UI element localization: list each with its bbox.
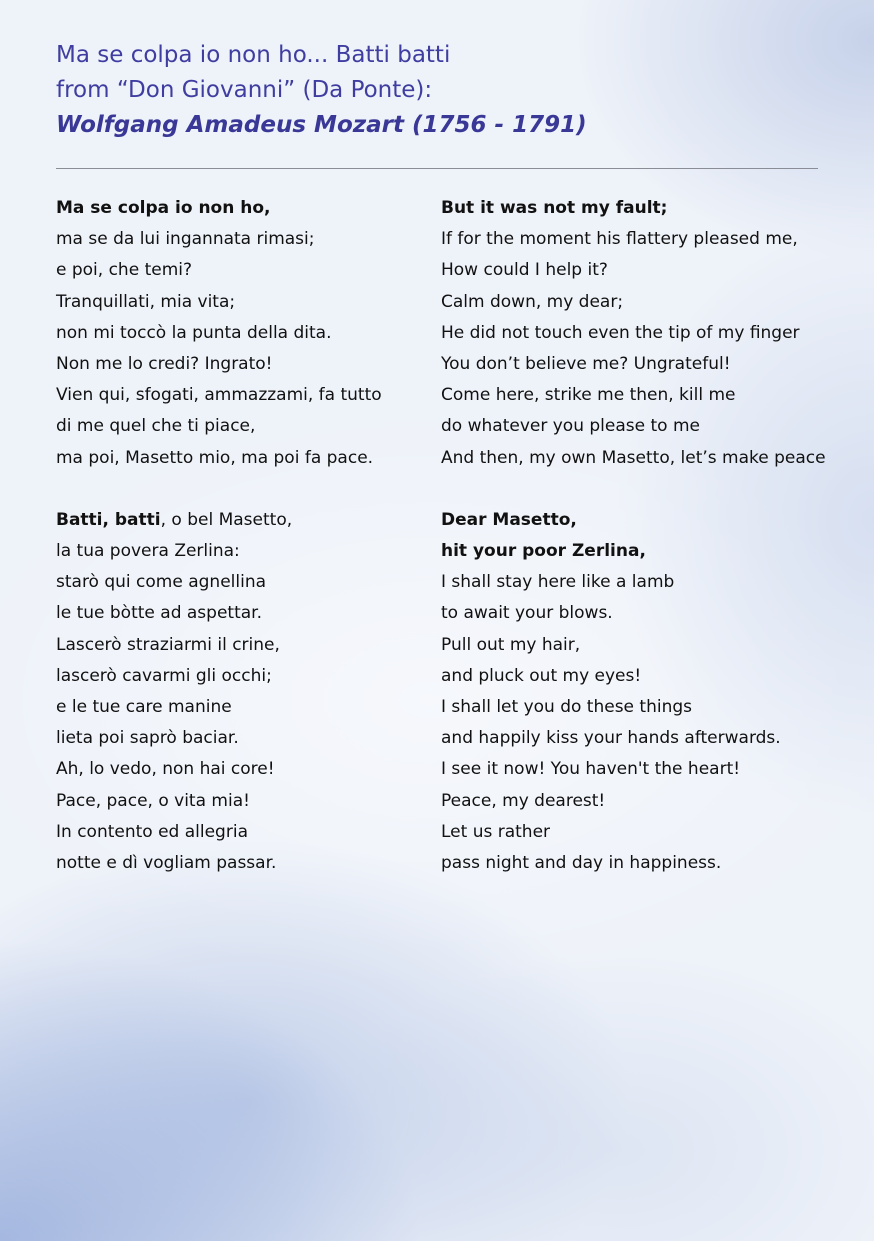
- lyric-line: le tue bòtte ad aspettar.: [56, 603, 262, 624]
- translation-line: hit your poor Zerlina,: [441, 541, 646, 562]
- lyric-line: lascerò cavarmi gli occhi;: [56, 665, 272, 686]
- translation-line: pass night and day in happiness.: [441, 852, 722, 873]
- lyric-line: In contento ed allegria: [56, 821, 248, 842]
- lyric-line: Tranquillati, mia vita;: [56, 291, 236, 312]
- translation-line: to await your blows.: [441, 603, 613, 624]
- opera-source: from “Don Giovanni” (Da Ponte):: [56, 77, 433, 103]
- translation-line: He did not touch even the tip of my finger: [441, 322, 800, 343]
- lyric-line: [56, 505, 426, 536]
- header-divider: [56, 168, 818, 169]
- translation-line: do whatever you please to me: [441, 416, 700, 437]
- translation-line: But it was not my fault;: [441, 198, 668, 218]
- lyric-line: notte e dì vogliam passar.: [56, 852, 277, 873]
- translation-line: Calm down, my dear;: [441, 291, 624, 312]
- lyric-line: Lascerò straziarmi il crine,: [56, 634, 280, 655]
- translation-line: Let us rather: [441, 821, 551, 842]
- aria-title: Ma se colpa io non ho... Batti batti: [56, 42, 451, 68]
- translation-line: and happily kiss your hands afterwards.: [441, 728, 781, 749]
- translation-line: I see it now! You haven't the heart!: [441, 759, 741, 780]
- lyric-line: starò qui come agnellina: [56, 572, 267, 593]
- page-header: [56, 38, 836, 143]
- italian-stanza-2: [56, 505, 426, 879]
- lyric-bold-phrase: Batti, batti: [56, 509, 161, 530]
- lyric-line: ma se da lui ingannata rimasi;: [56, 229, 315, 250]
- lyric-line: Ah, lo vedo, non hai core!: [56, 759, 275, 780]
- translation-line: How could I help it?: [441, 260, 608, 281]
- lyric-line: la tua povera Zerlina:: [56, 541, 240, 562]
- translation-line: Come here, strike me then, kill me: [441, 385, 736, 406]
- translation-line: I shall let you do these things: [441, 697, 693, 717]
- translation-line: I shall stay here like a lamb: [441, 572, 675, 593]
- translation-line: and pluck out my eyes!: [441, 665, 642, 686]
- translation-line: Pull out my hair,: [441, 634, 581, 655]
- lyric-line: Vien qui, sfogati, ammazzami, fa tutto: [56, 385, 382, 406]
- lyric-line: lieta poi saprò baciar.: [56, 728, 239, 749]
- english-stanza-2: [441, 505, 851, 879]
- translation-line: Dear Masetto,: [441, 509, 577, 530]
- italian-stanza-1: [56, 193, 426, 474]
- lyric-line: Pace, pace, o vita mia!: [56, 790, 250, 811]
- translation-line: You don’t believe me? Ungrateful!: [441, 353, 731, 374]
- composer-name: Wolfgang Amadeus Mozart (1756 - 1791): [56, 112, 587, 138]
- lyric-line: ma poi, Masetto mio, ma poi fa pace.: [56, 447, 374, 468]
- lyric-line: e poi, che temi?: [56, 260, 192, 281]
- english-stanza-1: [441, 193, 851, 474]
- translation-line: And then, my own Masetto, let’s make peace: [441, 447, 826, 468]
- english-translation-column: [441, 193, 851, 910]
- translation-line: If for the moment his flattery pleased me,: [441, 229, 798, 250]
- lyric-phrase: , o bel Masetto,: [160, 509, 293, 530]
- translation-line: Peace, my dearest!: [441, 790, 606, 811]
- lyric-line: Ma se colpa io non ho,: [56, 198, 271, 218]
- lyric-line: di me quel che ti piace,: [56, 416, 256, 437]
- italian-text-column: [56, 193, 426, 910]
- lyric-line: Non me lo credi? Ingrato!: [56, 353, 273, 374]
- lyric-line: non mi toccò la punta della dita.: [56, 322, 332, 343]
- lyric-line: e le tue care manine: [56, 697, 232, 717]
